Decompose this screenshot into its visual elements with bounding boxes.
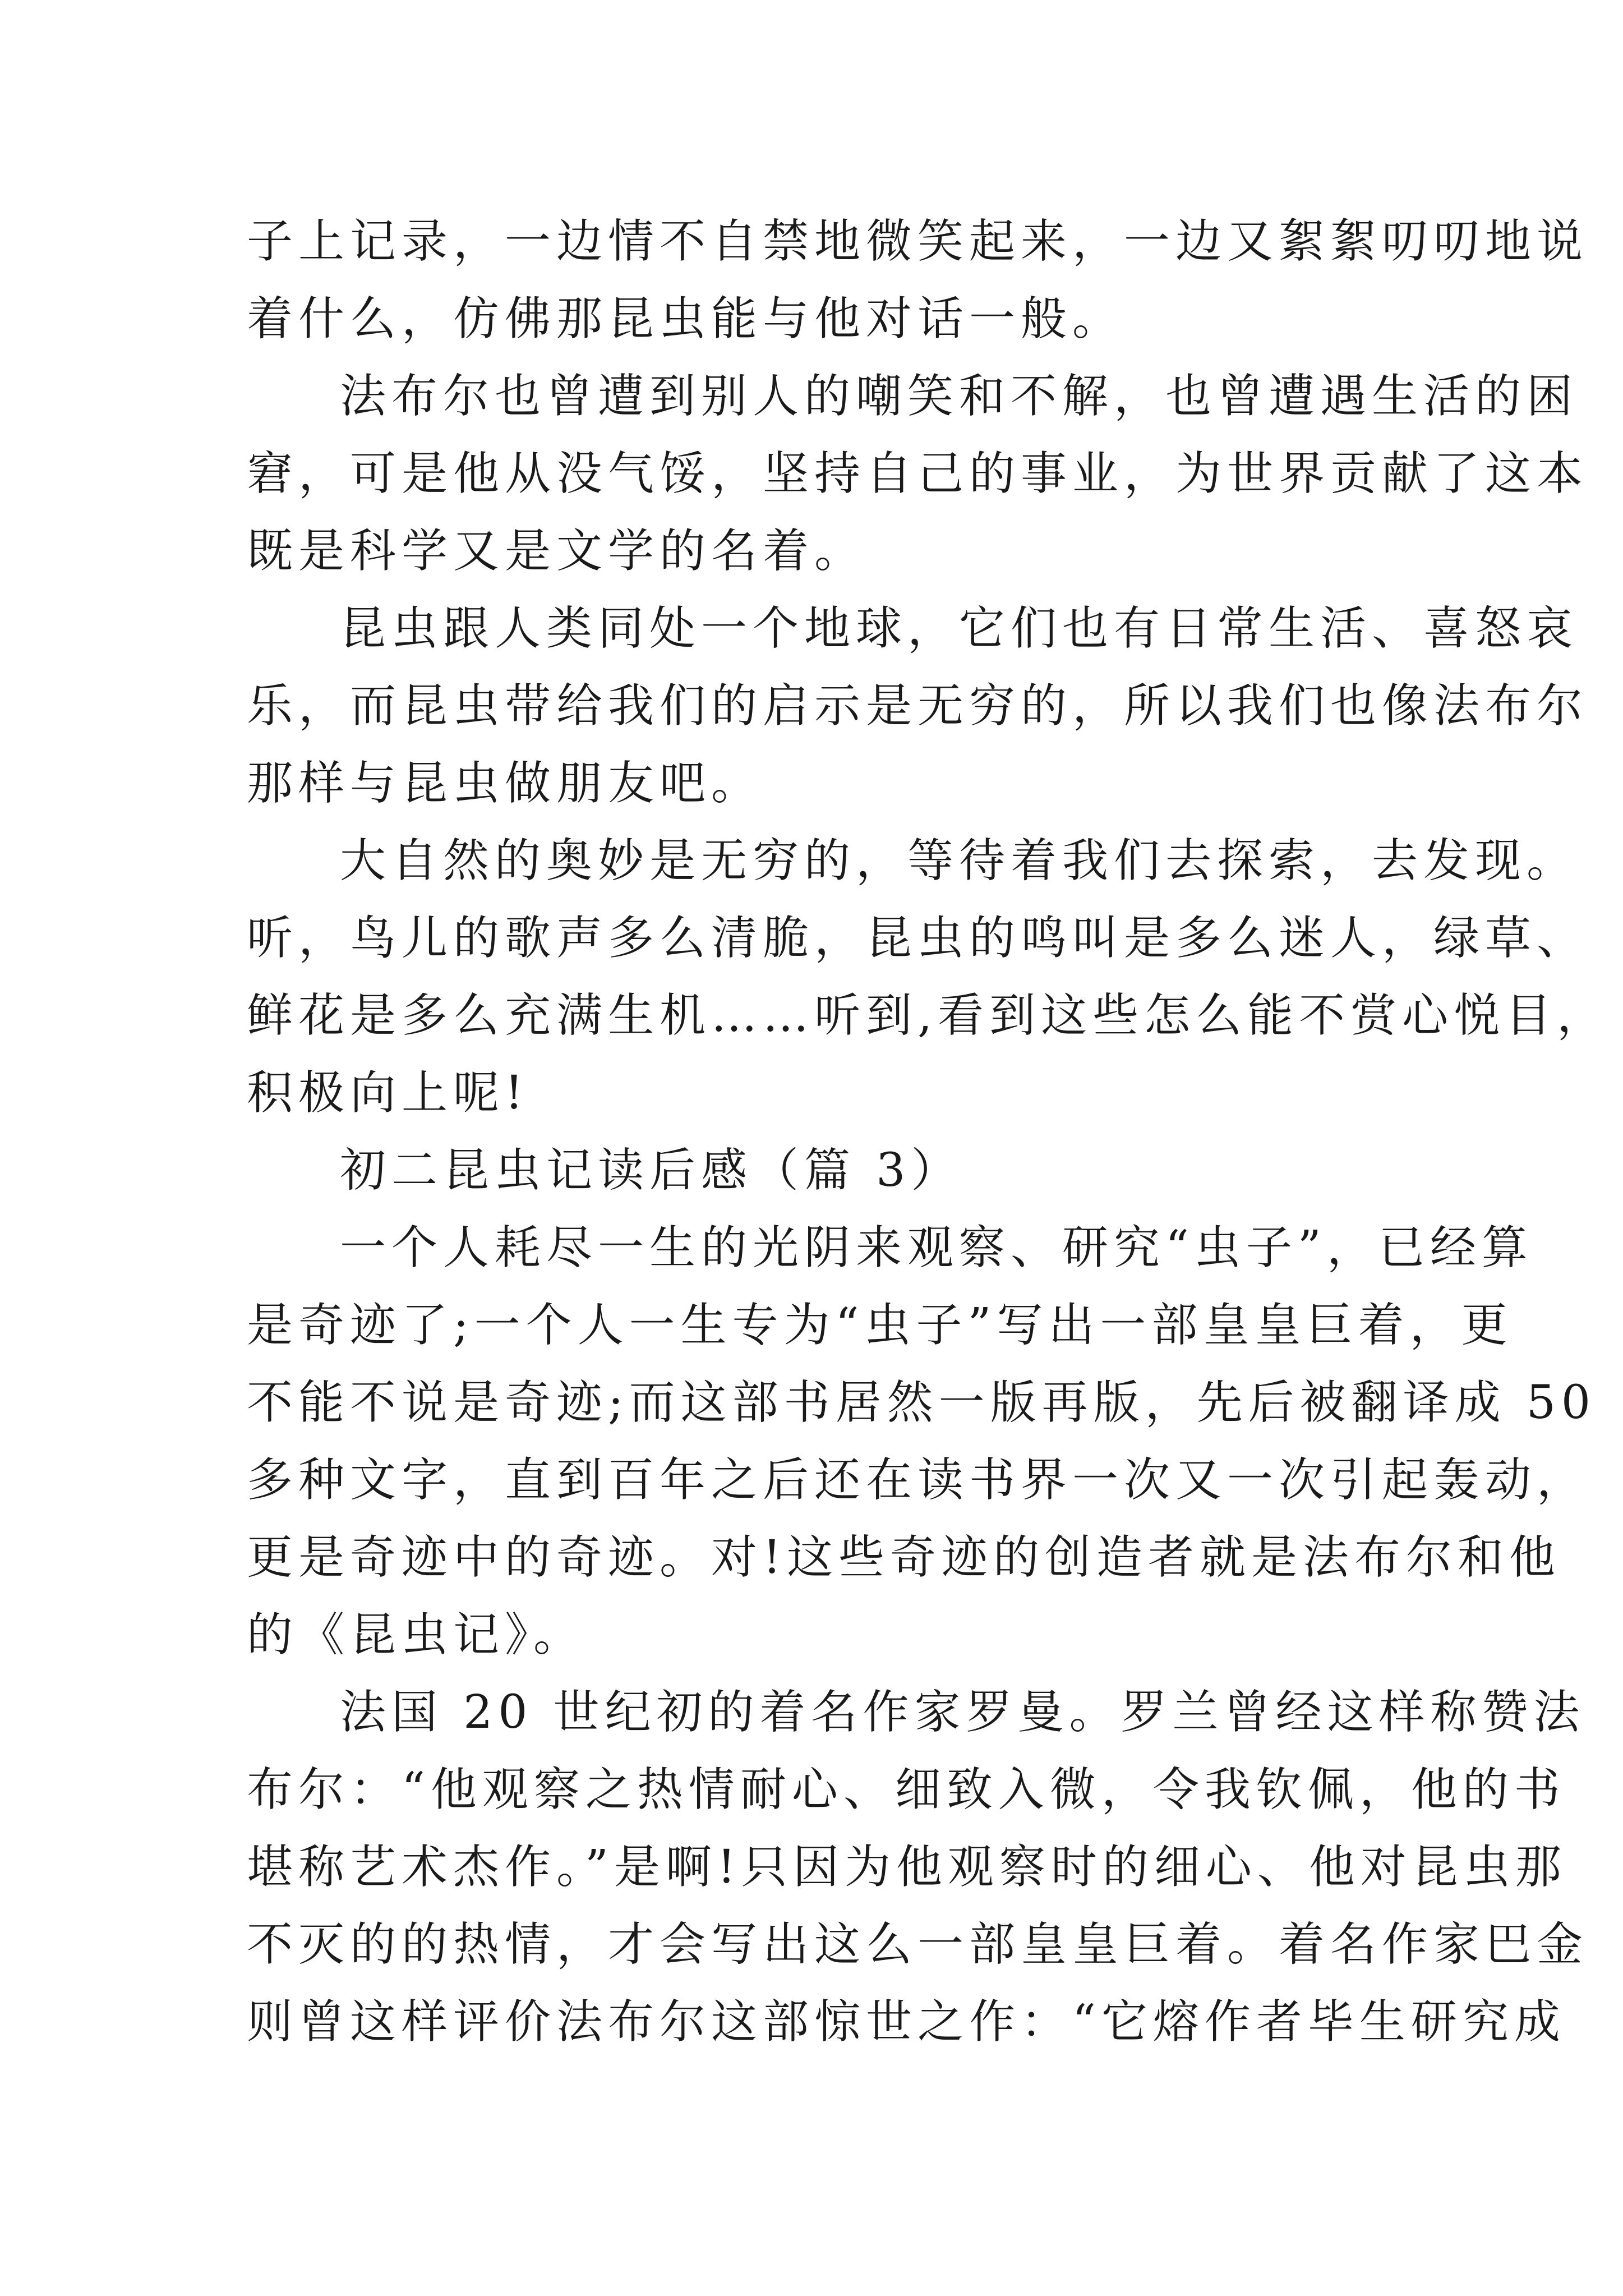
text-line: 昆虫跟人类同处一个地球，它们也有日常生活、喜怒哀 — [340, 602, 1579, 655]
text-line: 是奇迹了;一个人一生专为“虫子”写出一部皇皇巨着，更 — [247, 1299, 1513, 1352]
text-line: 堪称艺术杰作。”是啊!只因为他观察时的细心、他对昆虫那 — [247, 1841, 1567, 1894]
text-line: 初二昆虫记读后感（篇 3） — [340, 1144, 963, 1197]
text-line: 的《昆虫记》。 — [247, 1608, 585, 1662]
text-line: 大自然的奥妙是无穷的，等待着我们去探索，去发现。 — [340, 834, 1579, 887]
text-line: 更是奇迹中的奇迹。对!这些奇迹的创造者就是法布尔和他 — [247, 1531, 1561, 1584]
text-line: 听，鸟儿的歌声多么清脆，昆虫的鸣叫是多么迷人，绿草、 — [247, 912, 1589, 965]
text-line: 那样与昆虫做朋友吧。 — [247, 757, 763, 810]
text-line: 则曾这样评价法布尔这部惊世之作：“它熔作者毕生研究成 — [247, 1995, 1566, 2049]
text-line: 不灭的的热情，才会写出这么一部皇皇巨着。着名作家巴金 — [247, 1918, 1589, 1971]
text-line: 不能不说是奇迹;而这部书居然一版再版，先后被翻译成 50 — [247, 1376, 1597, 1429]
document-body — [247, 203, 1609, 2061]
text-line: 多种文字，直到百年之后还在读书界一次又一次引起轰动， — [247, 1453, 1589, 1507]
text-line: 乐，而昆虫带给我们的启示是无穷的，所以我们也像法布尔 — [247, 679, 1589, 733]
text-line: 窘，可是他从没气馁，坚持自己的事业，为世界贡献了这本 — [247, 447, 1589, 500]
text-line: 法国 20 世纪初的着名作家罗曼。罗兰曾经这样称赞法 — [340, 1686, 1585, 1739]
text-line: 法布尔也曾遭到别人的嘲笑和不解，也曾遭遇生活的困 — [340, 370, 1579, 423]
text-line: 子上记录，一边情不自禁地微笑起来，一边又絮絮叨叨地说 — [247, 215, 1589, 268]
text-line: 鲜花是多么充满生机……听到,看到这些怎么能不赏心悦目， — [247, 989, 1609, 1042]
text-line: 着什么，仿佛那昆虫能与他对话一般。 — [247, 292, 1124, 346]
text-line: 积极向上呢! — [247, 1066, 529, 1120]
text-line: 既是科学又是文学的名着。 — [247, 524, 866, 578]
text-line: 一个人耗尽一生的光阴来观察、研究“虫子”，已经算 — [340, 1221, 1533, 1274]
text-line: 布尔：“他观察之热情耐心、细致入微，令我钦佩，他的书 — [247, 1763, 1566, 1816]
